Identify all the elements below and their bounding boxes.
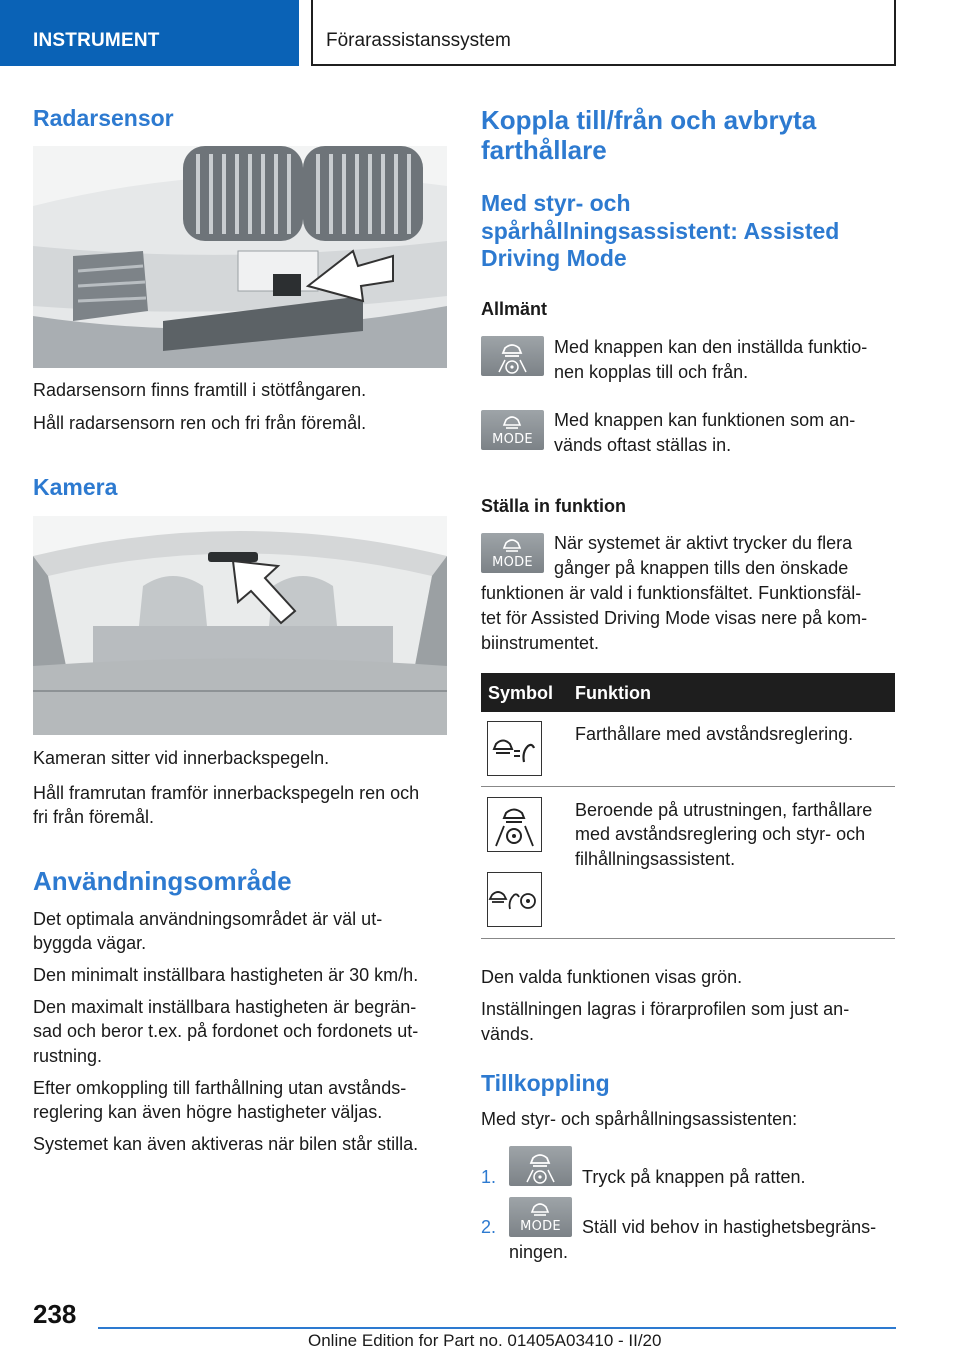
- section-tab: [0, 0, 299, 66]
- car-icon: [509, 1197, 572, 1221]
- usage-text-3b: sad och beror t.ex. på fordonet och fordonets ut-: [33, 1021, 419, 1041]
- general-text-1a: Med knappen kan den inställda funktio-: [554, 337, 868, 357]
- set-text-2: gånger på knappen tills den önskade: [554, 558, 849, 578]
- car-icon: [481, 410, 544, 434]
- radar-text-2: Håll radarsensorn ren och fri från föremål.: [33, 413, 367, 433]
- footer-line: [98, 1327, 896, 1329]
- header-underline: [312, 64, 896, 66]
- distance-steering-icon: [488, 873, 541, 926]
- row-divider: [481, 786, 895, 787]
- usage-text-2: Den minimalt inställbara hastigheten är 30 km/h.: [33, 965, 419, 985]
- header-divider-end: [894, 0, 896, 66]
- usage-text-4a: Efter omkoppling till farthållning utan avstånds-: [33, 1078, 407, 1098]
- camera-text-2a: Håll framrutan framför innerbackspegeln ren och: [33, 783, 420, 803]
- sub-heading-line3: Driving Mode: [481, 245, 627, 271]
- steering-assist-icon: [488, 798, 541, 851]
- main-heading-line2: farthållare: [481, 135, 607, 165]
- radar-heading: Radarsensor: [33, 105, 174, 131]
- col-symbol: Symbol: [488, 683, 554, 703]
- assist-button-image: [481, 336, 544, 376]
- edition-text: Online Edition for Part no. 01405A03410 - II/20: [308, 1331, 662, 1350]
- table-header: [481, 673, 895, 712]
- camera-image: [33, 516, 447, 735]
- sub-heading-line1: Med styr- och: [481, 190, 631, 216]
- mode-button-image-2: [481, 533, 544, 573]
- camera-heading: Kamera: [33, 474, 118, 500]
- after-text-2b: vänds.: [481, 1024, 535, 1044]
- step-1-text: Tryck på knappen på ratten.: [582, 1167, 806, 1187]
- after-text-1: Den valda funktionen visas grön.: [481, 967, 743, 987]
- step-2-number: 2.: [481, 1217, 497, 1237]
- main-heading-line1: Koppla till/från och avbryta: [481, 105, 817, 135]
- mode-button-image-step2: [509, 1197, 572, 1237]
- table-row-2-text-a: Beroende på utrustningen, farthållare: [575, 800, 873, 820]
- general-heading: Allmänt: [481, 299, 548, 319]
- mode-label: MODE: [520, 1219, 561, 1234]
- step-2-text-b: ningen.: [509, 1242, 569, 1262]
- set-text-4: tet för Assisted Driving Mode visas nere på kom-: [481, 608, 868, 628]
- table-row-symbol: [487, 797, 542, 852]
- header-divider: [311, 0, 313, 66]
- steering-assist-icon: [481, 336, 544, 376]
- mode-label: MODE: [492, 432, 533, 447]
- table-row-2-text-b: med avståndsreglering och styr- och: [575, 824, 866, 844]
- car-icon: [481, 533, 544, 557]
- usage-text-4b: reglering kan även högre hastigheter väljas.: [33, 1102, 383, 1122]
- distance-cruise-icon: [488, 722, 541, 775]
- usage-text-5: Systemet kan även aktiveras när bilen står stilla.: [33, 1134, 419, 1154]
- on-intro: Med styr- och spårhållningsassistenten:: [481, 1109, 798, 1129]
- general-text-2a: Med knappen kan funktionen som an-: [554, 410, 856, 430]
- table-row-symbol: [487, 721, 542, 776]
- table-row-symbol: [487, 872, 542, 927]
- assist-button-image-step1: [509, 1146, 572, 1186]
- page-title: Förarassistanssystem: [326, 30, 511, 51]
- usage-heading: Användningsområde: [33, 866, 292, 896]
- step-2-text-a: Ställ vid behov in hastighetsbegräns-: [582, 1217, 877, 1237]
- col-function: Funktion: [575, 683, 651, 703]
- sub-heading-line2: spårhållningsassistent: Assisted: [481, 218, 840, 244]
- set-text-1: När systemet är aktivt trycker du flera: [554, 533, 853, 553]
- mode-label: MODE: [492, 555, 533, 570]
- section-label: INSTRUMENT: [33, 30, 160, 51]
- table-bottom-line: [481, 938, 895, 939]
- table-row-2-text-c: filhållningsassistent.: [575, 849, 736, 869]
- on-heading: Tillkoppling: [481, 1070, 610, 1096]
- step-1-number: 1.: [481, 1167, 497, 1187]
- radar-sensor-image: [33, 146, 447, 368]
- usage-text-1b: byggda vägar.: [33, 933, 147, 953]
- mode-button-image: [481, 410, 544, 450]
- radar-text-1: Radarsensorn finns framtill i stötfångaren.: [33, 380, 367, 400]
- set-text-5: biinstrumentet.: [481, 633, 600, 653]
- usage-text-1a: Det optimala användningsområdet är väl ut-: [33, 909, 383, 929]
- after-text-2a: Inställningen lagras i förarprofilen som just an-: [481, 999, 850, 1019]
- page-number: 238: [33, 1299, 77, 1329]
- camera-text-2b: fri från föremål.: [33, 807, 155, 827]
- table-row-1-text: Farthållare med avståndsreglering.: [575, 724, 854, 744]
- usage-text-3c: rustning.: [33, 1046, 103, 1066]
- camera-text-1: Kameran sitter vid innerbackspegeln.: [33, 748, 330, 768]
- set-text-3: funktionen är vald i funktionsfältet. Funktionsfäl-: [481, 583, 862, 603]
- general-text-2b: vänds oftast ställas in.: [554, 435, 732, 455]
- set-heading: Ställa in funktion: [481, 496, 627, 516]
- general-text-1b: nen kopplas till och från.: [554, 362, 749, 382]
- usage-text-3a: Den maximalt inställbara hastigheten är begrän-: [33, 997, 417, 1017]
- steering-assist-icon: [509, 1146, 572, 1186]
